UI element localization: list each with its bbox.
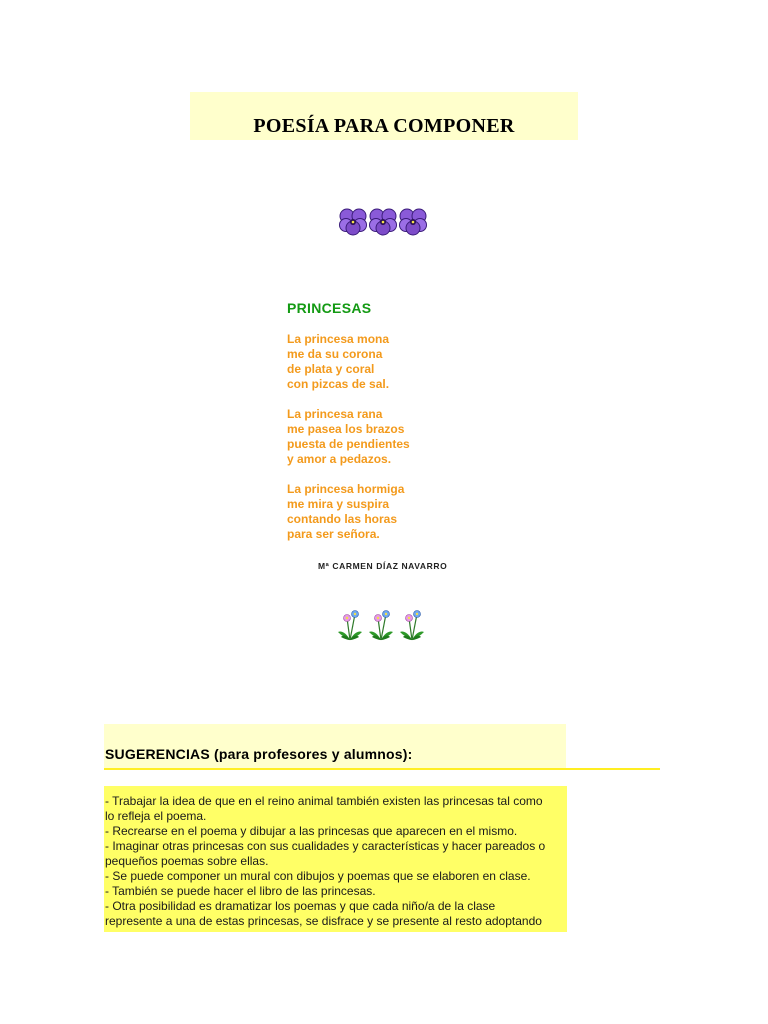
poem-line: con pizcas de sal. (287, 377, 390, 391)
list-item: - Otra posibilidad es dramatizar los poemas y que cada niño/a de la clase (105, 899, 496, 913)
divider (104, 768, 660, 770)
poem-stanza-3 (287, 482, 404, 542)
poem-line: contando las horas (287, 512, 398, 526)
list-item: - Trabajar la idea de que en el reino animal también existen las princesas tal como (105, 794, 543, 808)
list-item: - También se puede hacer el libro de las princesas. (105, 884, 376, 898)
list-item: lo refleja el poema. (105, 809, 207, 823)
poem-line: y amor a pedazos. (287, 452, 392, 466)
pansy-flowers-icon (336, 204, 432, 240)
poem-line: me mira y suspira (287, 497, 390, 511)
title-box (190, 92, 578, 140)
poem-author: Mª CARMEN DÍAZ NAVARRO (318, 561, 448, 571)
poem-stanza-1 (287, 332, 389, 392)
poem-line: La princesa hormiga (287, 482, 405, 496)
list-item: pequeños poemas sobre ellas. (105, 854, 269, 868)
poem-line: La princesa rana (287, 407, 383, 421)
daisy-flowers-icon (334, 606, 432, 644)
page-title: POESÍA PARA COMPONER (253, 114, 515, 137)
poem-title: PRINCESAS (287, 300, 372, 316)
list-item: represente a una de estas princesas, se disfrace y se presente al resto adoptando (105, 914, 542, 928)
poem-line: para ser señora. (287, 527, 380, 541)
list-item: - Se puede componer un mural con dibujos y poemas que se elaboren en clase. (105, 869, 531, 883)
suggestions-list (104, 786, 567, 932)
poem-line: La princesa mona (287, 332, 390, 346)
poem-line: puesta de pendientes (287, 437, 410, 451)
poem-line: de plata y coral (287, 362, 375, 376)
list-item: - Recrearse en el poema y dibujar a las princesas que aparecen en el mismo. (105, 824, 518, 838)
suggestions-heading: SUGERENCIAS (para profesores y alumnos): (105, 746, 413, 762)
poem-line: me da su corona (287, 347, 383, 361)
poem-line: me pasea los brazos (287, 422, 405, 436)
list-item: - Imaginar otras princesas con sus cualidades y características y hacer pareados o (105, 839, 546, 853)
poem-stanza-2 (287, 407, 410, 467)
